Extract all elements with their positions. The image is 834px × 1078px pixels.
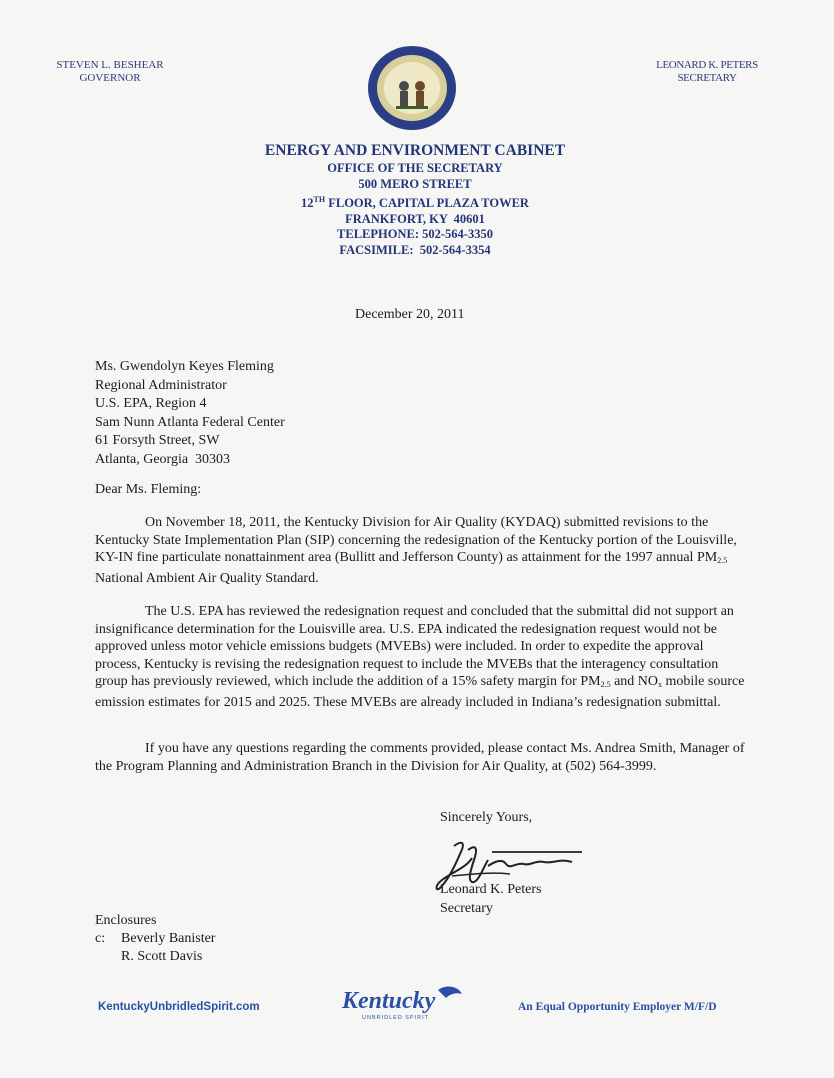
body-paragraph-1 (95, 514, 750, 587)
enclosures-block (95, 912, 215, 966)
signer-block (440, 880, 541, 918)
recipient-line: Regional Administrator (95, 377, 227, 393)
svg-text:Kentucky: Kentucky (342, 988, 436, 1014)
letter-date: December 20, 2011 (355, 307, 465, 322)
recipient-line: Ms. Gwendolyn Keyes Fleming (95, 359, 274, 374)
governor-block (40, 59, 180, 85)
closing: Sincerely Yours, (440, 810, 533, 825)
signer-title: Secretary (440, 901, 493, 916)
enclosures-label: Enclosures (95, 913, 157, 928)
telephone: TELEPHONE: 502-564-3350 (337, 227, 493, 241)
recipient-line: U.S. EPA, Region 4 (95, 396, 207, 411)
cc-label: c: (95, 931, 106, 946)
secretary-block (640, 59, 774, 85)
svg-text:UNBRIDLED SPIRIT: UNBRIDLED SPIRIT (362, 1015, 430, 1021)
paragraph-text: mobile source emission estimates for 2015 and 2025. These MVEBs are already included in Indiana’s redesignation submittal. (95, 674, 745, 710)
secretary-title: SECRETARY (677, 72, 737, 84)
cc-recipient: Beverly Banister (121, 931, 216, 946)
paragraph-text: and NO (610, 674, 659, 690)
signer-name: Leonard K. Peters (440, 882, 542, 897)
paragraph-text: National Ambient Air Quality Standard. (95, 570, 319, 586)
letterhead-address (200, 141, 630, 258)
cc-recipient: R. Scott Davis (121, 949, 203, 964)
office-name: OFFICE OF THE SECRETARY (327, 161, 503, 175)
city-state-zip: FRANKFORT, KY 40601 (345, 211, 485, 226)
recipient-address (95, 358, 285, 469)
subscript: x (658, 680, 663, 690)
cc-row (95, 948, 215, 966)
floor-number: 12 (301, 196, 314, 210)
body-paragraph-2 (95, 603, 750, 712)
floor-rest: FLOOR, CAPITAL PLAZA TOWER (325, 196, 529, 210)
subscript: 2.5 (717, 556, 728, 566)
paragraph-text: On November 18, 2011, the Kentucky Division for Air Quality (KYDAQ) submitted revisions to the Kentucky State Implementation Plan (SIP) concerning the redesignation of the Kentucky portion of the Louisville, KY-IN fine particulate nonattainment area (Bullitt and Jefferson County) as attainment for the 1997 annual PM (95, 515, 737, 566)
floor-suffix: TH (313, 195, 326, 204)
recipient-line: Atlanta, Georgia 30303 (95, 451, 231, 467)
secretary-name: LEONARD K. PETERS (656, 59, 758, 71)
footer-equal-opportunity: An Equal Opportunity Employer M/F/D (518, 1001, 717, 1013)
cc-row (95, 930, 215, 948)
kentucky-logo-icon (338, 982, 468, 1024)
salutation: Dear Ms. Fleming: (95, 482, 202, 497)
street-address: 500 MERO STREET (358, 176, 472, 191)
paragraph-text: The U.S. EPA has reviewed the redesignation request and concluded that the submittal did not support an insignificance determination for the Louisville area. U.S. EPA indicated the redesignation request would not be approved unless motor vehicle emissions budgets (MVEBs) were included. In order to expedite the approval process, Kentucky is revising the redesignation request to include the MVEBs that the interagency consultation group has previously reviewed, which include the addition of a 15% safety margin for PM (95, 604, 734, 690)
body-paragraph-3: If you have any questions regarding the comments provided, please contact Ms. Andrea Smith, Manager of the Program Planning and Administration Branch in the Division for Air Quality, at (502) 564-3999. (95, 741, 745, 774)
kentucky-seal-icon (366, 44, 458, 132)
governor-title: GOVERNOR (79, 72, 141, 84)
recipient-line: Sam Nunn Atlanta Federal Center (95, 414, 285, 430)
subscript: 2.5 (600, 680, 611, 690)
recipient-line: 61 Forsyth Street, SW (95, 433, 220, 448)
floor-address (200, 192, 630, 212)
facsimile: FACSIMILE: 502-564-3354 (339, 242, 491, 257)
agency-name: ENERGY AND ENVIRONMENT CABINET (264, 142, 566, 159)
governor-name: STEVEN L. BESHEAR (56, 59, 164, 71)
footer-website: KentuckyUnbridledSpirit.com (98, 1001, 260, 1013)
